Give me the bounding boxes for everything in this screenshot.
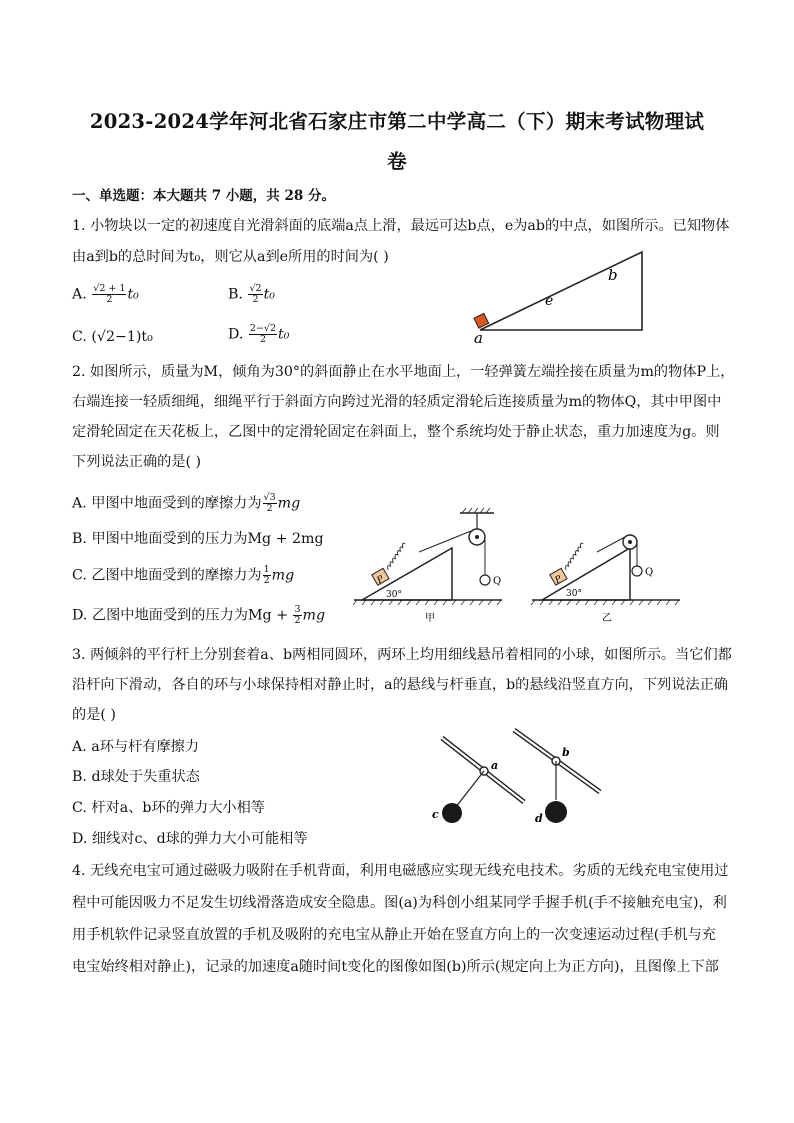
q2-option-a-text: A. 甲图中地面受到的摩擦力为: [72, 495, 262, 512]
q1-label-a: a: [474, 329, 483, 347]
q1-option-b-label: B.: [228, 286, 243, 303]
q3-line2: 沿杆向下滑动，各自的环与小球保持相对静止时，a的悬线与杆垂直，b的悬线沿竖直方向，下列说法正确: [72, 677, 728, 693]
q1-option-d[interactable]: [228, 324, 289, 345]
q3-option-b[interactable]: B. d球处于失重状态: [72, 769, 200, 785]
q2-line3: 定滑轮固定在天花板上，乙图中的定滑轮固定在斜面上，整个系统均处于静止状态，重力加速度为g。则: [72, 424, 720, 440]
q2-option-d-den: 2: [294, 615, 301, 626]
q2-option-d-text: D. 乙图中地面受到的压力为Mg +: [72, 607, 293, 624]
q2-yi-ball-q: [632, 566, 642, 576]
q3-line1: 3. 两倾斜的平行杆上分别套着a、b两相同圆环，两环上均用细线悬吊着相同的小球，如图所示。当它们都: [72, 647, 732, 663]
q2-jia-ball-q: [480, 575, 490, 585]
q2-figure-jia: [352, 505, 522, 625]
q2-option-a[interactable]: [72, 493, 300, 514]
q2-option-c-den: 2: [263, 575, 270, 586]
q2-option-d-num: 3: [294, 604, 301, 615]
q2-yi-label-p: P: [553, 574, 564, 586]
q1-option-b-num: √2: [249, 283, 262, 294]
q2-figure-yi: [530, 520, 690, 628]
q1-option-b-tail: t₀: [263, 286, 275, 303]
q4-line4: 电宝始终相对静止)，记录的加速度a随时间t变化的图像如图(b)所示(规定向上为正方向)，且图像上下部: [72, 959, 719, 975]
q2-option-a-den: 2: [266, 503, 273, 514]
q2-jia-label-p: P: [375, 574, 386, 586]
q3-label-b: b: [562, 746, 570, 759]
q3-label-c: c: [432, 808, 439, 821]
q2-option-d-tail: mg: [302, 607, 326, 624]
q3-ball-c: [442, 803, 462, 823]
q1-option-a[interactable]: [72, 284, 139, 305]
q1-option-a-tail: t₀: [127, 286, 139, 303]
q2-option-b[interactable]: B. 甲图中地面受到的压力为Mg + 2mg: [72, 531, 324, 547]
q3-option-a[interactable]: A. a环与杆有摩擦力: [72, 739, 200, 755]
q1-label-b: b: [608, 266, 618, 284]
q1-block: [474, 313, 489, 328]
q1-option-b-den: 2: [252, 294, 259, 305]
q2-option-c-num: 1: [263, 564, 270, 575]
q1-option-a-num: √2 + 1: [93, 283, 126, 294]
q2-yi-caption: 乙: [602, 613, 612, 624]
q2-option-c-tail: mg: [271, 567, 295, 584]
paper-title-line1: 2023-2024学年河北省石家庄市第二中学高二（下）期末考试物理试: [89, 110, 705, 133]
q1-option-d-num: 2−√2: [249, 323, 277, 334]
q3-ball-d: [545, 801, 567, 823]
q3-option-c[interactable]: C. 杆对a、b环的弹力大小相等: [72, 800, 265, 816]
q2-yi-label-q: Q: [645, 567, 654, 578]
q1-line1: 1. 小物块以一定的初速度自光滑斜面的底端a点上滑，最远可达b点，e为ab的中点，如图所示。已知物体: [72, 218, 730, 234]
q3-label-a: a: [491, 759, 499, 772]
section-heading: 一、单选题：本大题共 7 小题，共 28 分。: [72, 188, 335, 204]
q3-label-d: d: [535, 812, 543, 825]
q2-yi-angle: 30°: [566, 589, 582, 599]
q2-option-a-num: √3: [263, 492, 276, 503]
q4-line3: 用手机软件记录竖直放置的手机及吸附的充电宝从静止开始在竖直方向上的一次变速运动过程(手机与充: [72, 927, 716, 943]
q4-line1: 4. 无线充电宝可通过磁吸力吸附在手机背面，利用电磁感应实现无线充电技术。劣质的无线充电宝使用过: [72, 863, 729, 879]
q2-option-d[interactable]: [72, 605, 325, 626]
q3-line3: 的是( ): [72, 707, 116, 723]
q2-jia-angle: 30°: [386, 590, 402, 600]
q3-option-d[interactable]: D. 细线对c、d球的弹力大小可能相等: [72, 831, 308, 847]
q1-option-d-tail: t₀: [278, 326, 290, 343]
q1-option-d-label: D.: [228, 326, 244, 343]
q2-line1: 2. 如图所示，质量为M，倾角为30°的斜面静止在水平地面上，一轻弹簧左端拴接在质量为m的物体P上，: [72, 364, 735, 380]
q2-option-c-text: C. 乙图中地面受到的摩擦力为: [72, 567, 262, 584]
q2-jia-label-q: Q: [493, 576, 502, 587]
q1-incline-figure: [470, 245, 650, 345]
paper-title-line2: 卷: [387, 150, 407, 173]
q1-option-c[interactable]: C. (√2−1)t₀: [72, 329, 153, 345]
q1-line2: 由a到b的总时间为t₀，则它从a到e所用的时间为( ): [72, 249, 389, 265]
q2-line4: 下列说法正确的是( ): [72, 454, 202, 470]
q3-rods-figure: [428, 722, 618, 832]
q2-option-a-tail: mg: [277, 495, 301, 512]
q1-option-b[interactable]: [228, 284, 275, 305]
q2-line2: 右端连接一轻质细绳，细绳平行于斜面方向跨过光滑的轻质定滑轮后连接质量为m的物体Q，其中甲图中: [72, 394, 722, 410]
q2-jia-caption: 甲: [425, 613, 435, 624]
q4-line2: 程中可能因吸力不足发生切线滑落造成安全隐患。图(a)为科创小组某同学手握手机(手不接触充电宝)，利: [72, 895, 727, 911]
q1-option-a-label: A.: [72, 286, 87, 303]
q1-label-e: e: [545, 293, 554, 309]
q1-option-d-den: 2: [259, 334, 266, 345]
q2-option-c[interactable]: [72, 565, 294, 586]
q1-option-a-den: 2: [106, 294, 113, 305]
